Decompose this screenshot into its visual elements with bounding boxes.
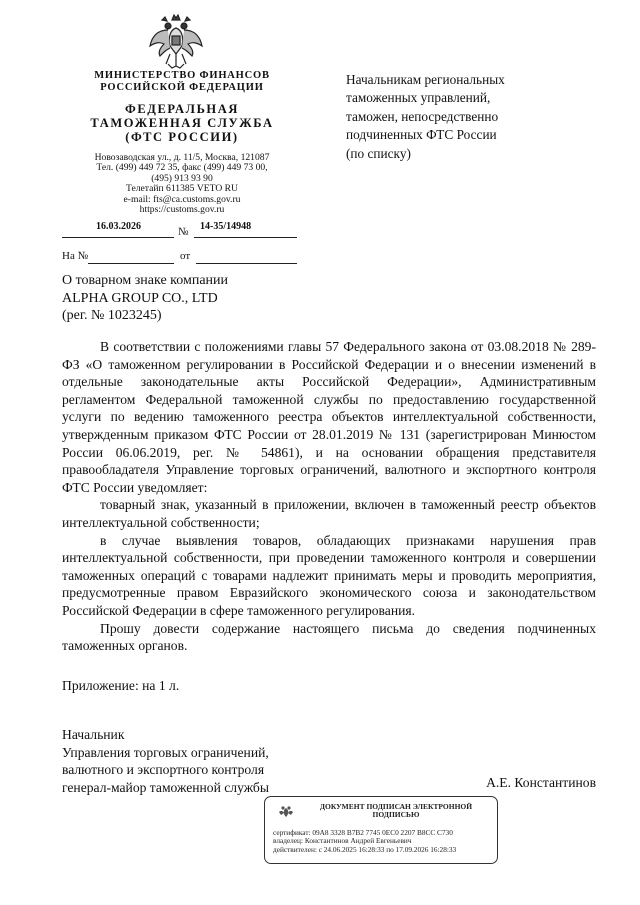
addressee-block: Начальникам региональных таможенных управлений, таможен, непосредственно подчиненных ФТС России (по списку)	[346, 72, 505, 161]
certificate-owner: владелец: Константинов Андрей Евгеньевич	[273, 836, 412, 846]
number-underline	[194, 237, 297, 238]
russian-coat-of-arms-icon	[148, 12, 204, 70]
certificate-validity: действителен: с 24.06.2025 16:28:33 по 17.09.2026 16:28:33	[273, 844, 457, 854]
number-label: №	[178, 226, 189, 238]
ministry-name: МИНИСТЕРСТВО ФИНАНСОВ РОССИЙСКОЙ ФЕДЕРАЦИИ	[94, 70, 270, 93]
website-link[interactable]: https://customs.gov.ru	[139, 204, 225, 216]
certificate-number: сертификат: 09A8 3328 B7B2 7745 0EC0 2207 B8CC C730	[273, 828, 453, 837]
body-paragraph: В соответствии с положениями главы 57 Федерального закона от 03.08.2018 № 289-ФЗ «О таможенном регулировании в Российской Федерации и о внесении изменений в отдельные законодательные акты Российской Федерации», Административным регламентом Федеральной таможенной службы по предоставлению государственной услуги по ведению таможенного реестра объектов интеллектуальной собственности, утвержденным приказом ФТС России от 28.01.2019 № 131 (зарегистрирован Минюстом России 06.06.2019, рег. № 54861), и на основании обращения представителя правообладателя Управление торговых ограничений, валютного и экспортного контроля ФТС России уведомляет:	[62, 339, 596, 495]
date-underline	[62, 237, 174, 238]
from-underline	[196, 263, 297, 264]
stamp-title: ДОКУМЕНТ ПОДПИСАН ЭЛЕКТРОННОЙ ПОДПИСЬЮ	[319, 802, 473, 820]
sender-contacts: Новозаводская ул., д. 11/5, Москва, 121087 Тел. (499) 449 72 35, факс (499) 449 73 00, (495) 913 93 90 Телетайп 611385 VETO RU e-mail: fts@ca.customs.gov.ru https://customs.gov.ru	[72, 153, 292, 215]
body-paragraph: товарный знак, указанный в приложении, включен в таможенный реестр объектов интеллектуальной собственности;	[62, 497, 596, 530]
coat-of-arms-icon	[277, 803, 295, 821]
electronic-signature-stamp	[264, 796, 498, 864]
reply-to-label: На №	[62, 250, 89, 262]
from-label: от	[180, 250, 191, 262]
attachment-note: Приложение: на 1 л.	[62, 678, 180, 693]
service-name: ФЕДЕРАЛЬНАЯ ТАМОЖЕННАЯ СЛУЖБА (ФТС РОССИИ)	[90, 102, 274, 144]
reply-to-underline	[88, 263, 174, 264]
letter-subject: О товарном знаке компании ALPHA GROUP CO., LTD (рег. № 1023245)	[62, 273, 229, 324]
body-paragraph: Прошу довести содержание настоящего письма до сведения подчиненных таможенных органов.	[62, 620, 596, 654]
signatory-name: А.Е. Константинов	[486, 775, 596, 790]
signatory-title: Начальник Управления торговых ограничений, валютного и экспортного контроля генерал-майор таможенной службы	[62, 727, 269, 795]
document-number: 14-35/14948	[200, 221, 252, 232]
body-paragraph: в случае выявления товаров, обладающих признаками нарушения прав интеллектуальной собственности, при проведении таможенного контроля и совершении таможенных операций с товарами надлежит принимать меры и проводить мероприятия, предусмотренные правом Евразийского экономического союза и законодательством Российской Федерации в сфере таможенного регулирования.	[62, 532, 596, 618]
document-date: 16.03.2026	[96, 221, 141, 232]
letter-body	[62, 338, 596, 655]
email-link[interactable]: e-mail: fts@ca.customs.gov.ru	[123, 193, 241, 205]
